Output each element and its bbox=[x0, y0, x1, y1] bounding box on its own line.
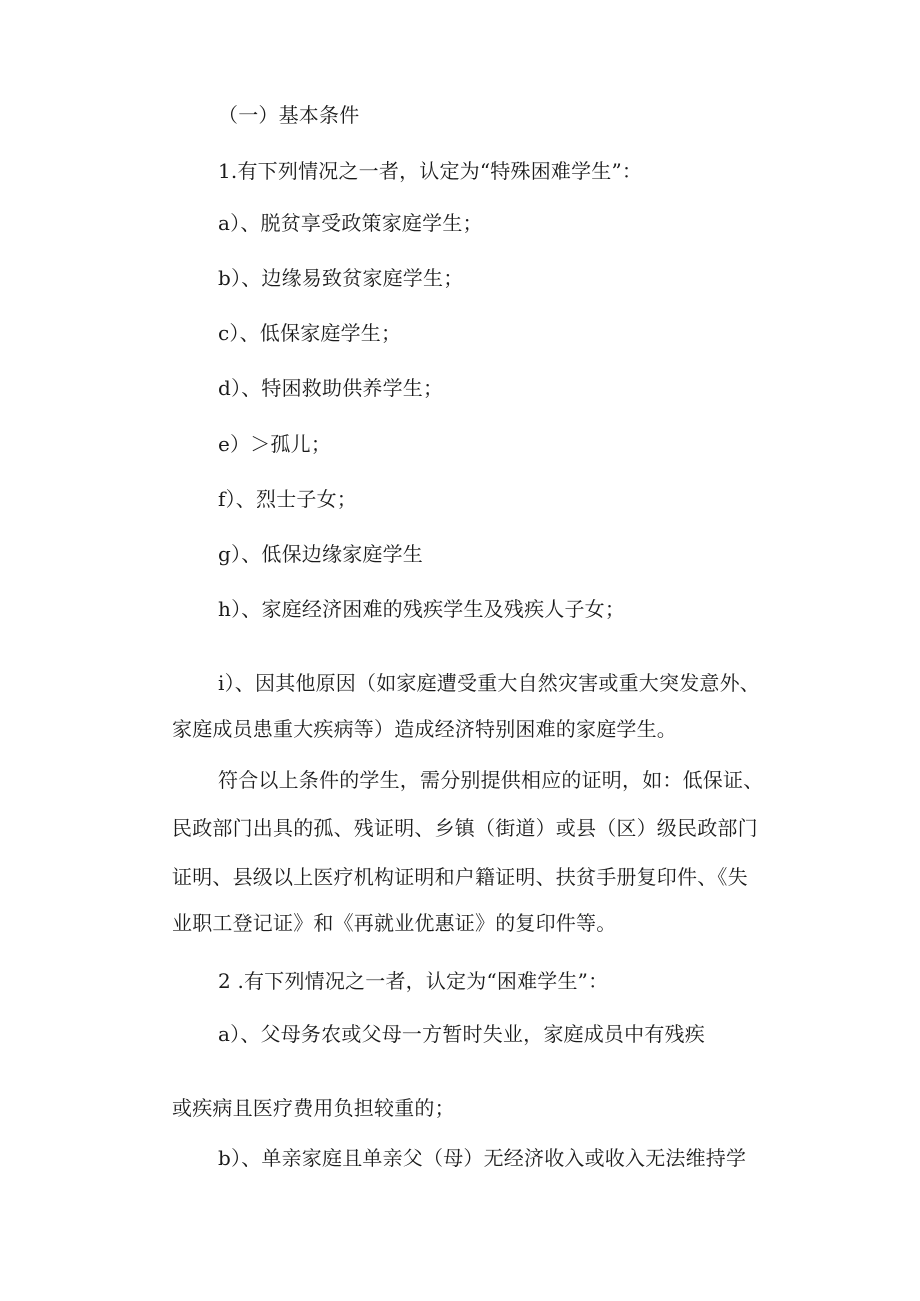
item2-intro: 2 .有下列情况之一者，认定为“困难学生”： bbox=[218, 969, 609, 993]
item1-condition-e: e）＞孤儿； bbox=[218, 432, 332, 456]
item2-condition-a-line2: 或疾病且医疗费用负担较重的； bbox=[172, 1096, 455, 1120]
item1-proof-line2: 民政部门出具的孤、残证明、乡镇（街道）或县（区）级民政部门 bbox=[172, 816, 758, 840]
item1-proof-line1: 符合以上条件的学生，需分别提供相应的证明，如：低保证、 bbox=[218, 768, 764, 792]
item1-intro: 1.有下列情况之一者，认定为“特殊困难学生”： bbox=[218, 159, 643, 183]
item2-condition-a-line1: a）、父母务农或父母一方暂时失业，家庭成员中有残疾 bbox=[218, 1022, 705, 1046]
item1-condition-a: a）、脱贫享受政策家庭学生； bbox=[218, 211, 483, 235]
item1-condition-i-line2: 家庭成员患重大疾病等）造成经济特别困难的家庭学生。 bbox=[172, 717, 677, 741]
item1-condition-g: g）、低保边缘家庭学生 bbox=[218, 542, 424, 566]
section-title: （一）基本条件 bbox=[218, 103, 360, 127]
item1-condition-i-line1: i）、因其他原因（如家庭遭受重大自然灾害或重大突发意外、 bbox=[218, 671, 760, 695]
item1-condition-b: b）、边缘易致贫家庭学生； bbox=[218, 266, 464, 290]
item1-condition-c: c）、低保家庭学生； bbox=[218, 321, 402, 345]
item1-condition-d: d）、特困救助供养学生； bbox=[218, 376, 444, 400]
item2-condition-b: b）、单亲家庭且单亲父（母）无经济收入或收入无法维持学 bbox=[218, 1146, 747, 1170]
item1-condition-f: f）、烈士子女； bbox=[218, 487, 358, 511]
item1-proof-line4: 业职工登记证》和《再就业优惠证》的复印件等。 bbox=[172, 911, 617, 935]
item1-proof-line3: 证明、县级以上医疗机构证明和户籍证明、扶贫手册复印件、《失 bbox=[172, 865, 748, 889]
item1-condition-h: h）、家庭经济困难的残疾学生及残疾人子女； bbox=[218, 597, 626, 621]
